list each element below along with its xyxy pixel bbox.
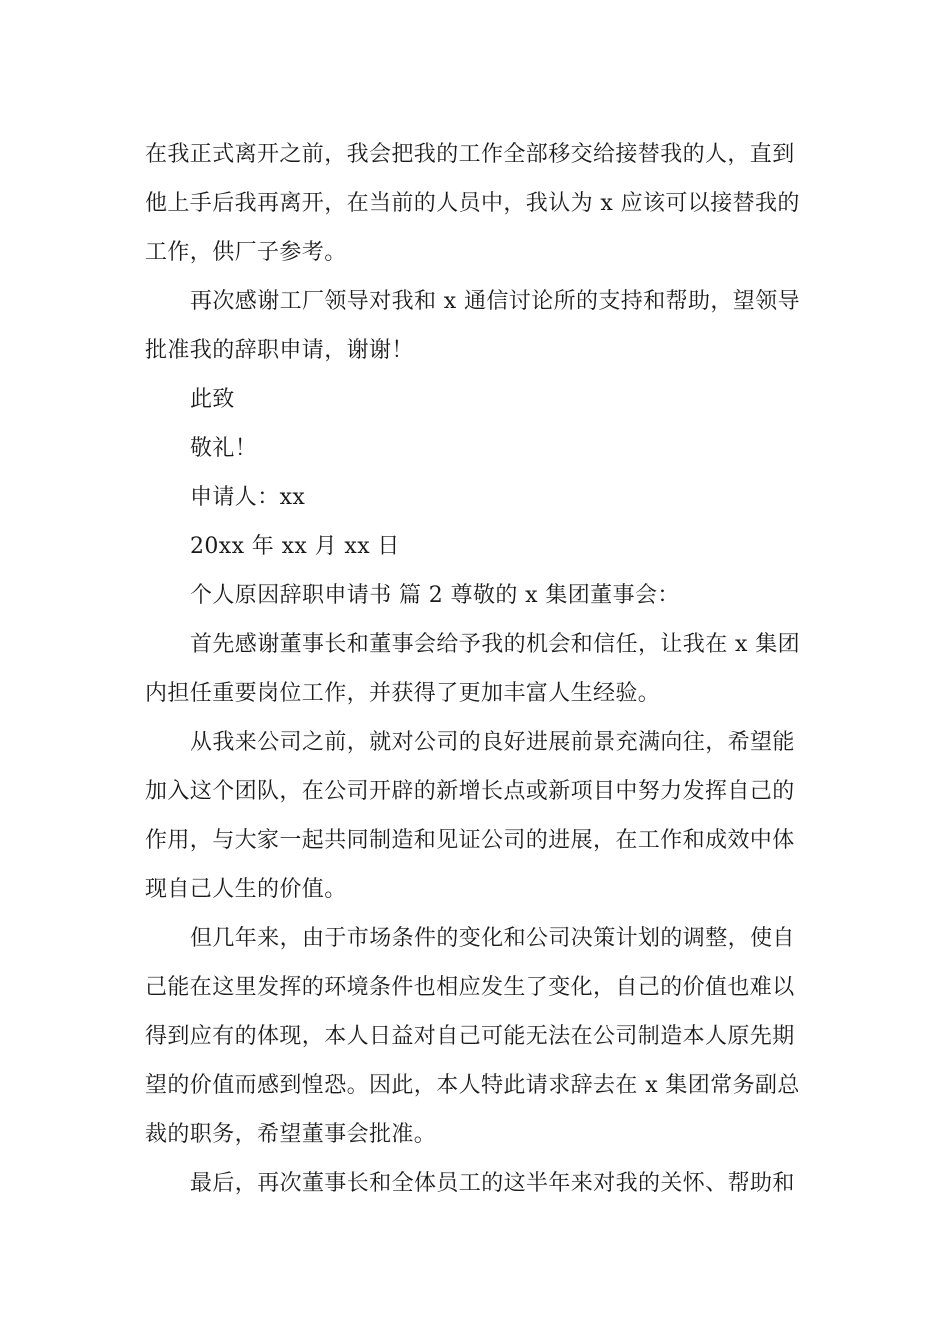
document-body [145, 130, 810, 1208]
text-line: 在我正式离开之前，我会把我的工作全部移交给接替我的人，直到 [145, 142, 795, 167]
text-line: 加入这个团队，在公司开辟的新增长点或新项目中努力发挥自己的 [145, 779, 795, 804]
applicant-name: 申请人：xx [190, 485, 306, 510]
text-line: 望的价值而感到惶恐。因此，本人特此请求辞去在 x 集团常务副总 [145, 1073, 800, 1098]
letter-date: 20xx 年 xx 月 xx 日 [190, 534, 400, 559]
closing-regards: 敬礼！ [190, 436, 258, 461]
text-line: 己能在这里发挥的环境条件也相应发生了变化，自己的价值也难以 [145, 975, 795, 1000]
text-line: 首先感谢董事长和董事会给予我的机会和信任，让我在 x 集团 [190, 632, 800, 657]
text-line: 批准我的辞职申请，谢谢！ [145, 338, 414, 363]
text-line: 现自己人生的价值。 [145, 877, 347, 902]
text-line: 得到应有的体现，本人日益对自己可能无法在公司制造本人原先期 [145, 1024, 795, 1049]
text-line: 从我来公司之前，就对公司的良好进展前景充满向往，希望能 [190, 730, 795, 755]
text-line: 裁的职务，希望董事会批准。 [145, 1122, 437, 1147]
text-line: 他上手后我再离开，在当前的人员中，我认为 x 应该可以接替我的 [145, 191, 800, 216]
section-heading: 个人原因辞职申请书 篇 2 尊敬的 x 集团董事会： [190, 583, 680, 608]
text-line: 但几年来，由于市场条件的变化和公司决策计划的调整，使自 [190, 926, 795, 951]
text-line: 工作，供厂子参考。 [145, 240, 347, 265]
text-line: 内担任重要岗位工作，并获得了更加丰富人生经验。 [145, 681, 661, 706]
text-line: 再次感谢工厂领导对我和 x 通信讨论所的支持和帮助，望领导 [190, 289, 800, 314]
text-line: 最后，再次董事长和全体员工的这半年来对我的关怀、帮助和 [190, 1171, 795, 1196]
text-line: 作用，与大家一起共同制造和见证公司的进展，在工作和成效中体 [145, 828, 795, 853]
closing-salutation: 此致 [190, 387, 235, 412]
